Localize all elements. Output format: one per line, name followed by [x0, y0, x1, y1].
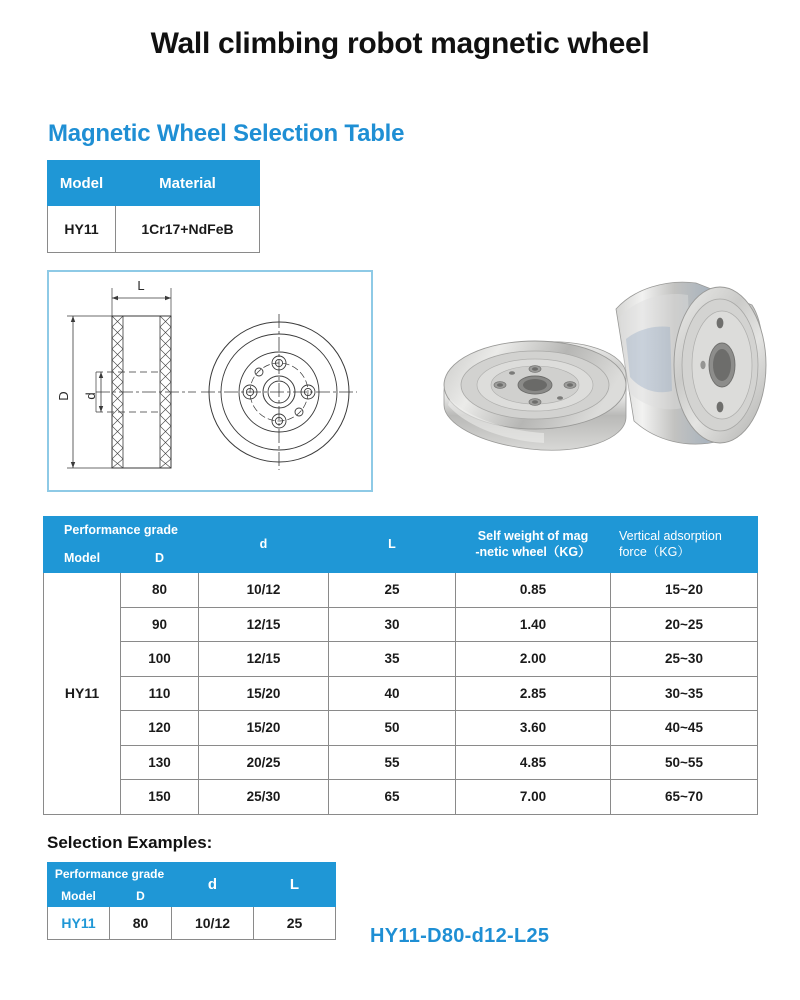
wheel-left — [444, 341, 626, 450]
cell-d-outer: 110 — [121, 676, 199, 711]
cell-weight: 1.40 — [456, 607, 611, 642]
cell-d-inner: 25/30 — [199, 780, 329, 815]
header-l: L — [254, 863, 336, 907]
cell-l: 40 — [329, 676, 456, 711]
cell-weight: 2.85 — [456, 676, 611, 711]
table-row — [48, 206, 260, 253]
cell-model: HY11 — [48, 206, 116, 253]
specification-table — [43, 516, 758, 815]
cell-d-inner: 10/12 — [172, 907, 254, 940]
header-self-weight-line1: Self weight of mag — [477, 528, 589, 543]
magnetic-wheels-image — [420, 265, 780, 495]
cell-d-inner: 15/20 — [199, 711, 329, 746]
cell-weight: 4.85 — [456, 745, 611, 780]
cell-l: 25 — [329, 573, 456, 608]
cell-force: 25~30 — [611, 642, 758, 677]
header-vertical-force-line2: force（KG） — [619, 544, 690, 559]
table-row — [44, 607, 758, 642]
table-header-row-group — [44, 517, 758, 545]
cell-d-outer: 80 — [121, 573, 199, 608]
header-vertical-force-line1: Vertical adsorption — [619, 528, 722, 543]
cell-weight: 3.60 — [456, 711, 611, 746]
table-header-row-group — [48, 863, 336, 885]
cell-d-outer: 130 — [121, 745, 199, 780]
cell-d-outer: 100 — [121, 642, 199, 677]
header-model: Model — [48, 885, 110, 907]
cell-force: 40~45 — [611, 711, 758, 746]
cell-force: 15~20 — [611, 573, 758, 608]
cell-d-outer: 120 — [121, 711, 199, 746]
cell-weight: 2.00 — [456, 642, 611, 677]
product-photo — [420, 265, 780, 495]
cell-weight: 0.85 — [456, 573, 611, 608]
header-d-inner: d — [172, 863, 254, 907]
header-d-inner: d — [199, 517, 329, 573]
cell-model: HY11 — [44, 573, 121, 815]
cell-material: 1Cr17+NdFeB — [116, 206, 260, 253]
table-row — [48, 907, 336, 940]
cell-l: 65 — [329, 780, 456, 815]
table-row — [44, 573, 758, 608]
header-d-outer: D — [121, 545, 199, 573]
header-d-outer: D — [110, 885, 172, 907]
header-performance-grade: Performance grade — [44, 517, 199, 545]
table-row — [44, 642, 758, 677]
specification-table-body — [44, 573, 758, 815]
header-model: Model — [44, 545, 121, 573]
selection-examples-heading: Selection Examples: — [47, 833, 213, 852]
cell-d-outer: 150 — [121, 780, 199, 815]
table-row — [44, 780, 758, 815]
cell-force: 65~70 — [611, 780, 758, 815]
header-vertical-force — [611, 517, 758, 573]
drawing-label-D: D — [56, 391, 71, 401]
header-model: Model — [48, 161, 116, 206]
section-heading-selection-table: Magnetic Wheel Selection Table — [48, 120, 405, 147]
cell-l: 25 — [254, 907, 336, 940]
table-row — [44, 745, 758, 780]
cell-d-inner: 20/25 — [199, 745, 329, 780]
header-self-weight-line2: -netic wheel（KG） — [475, 544, 591, 559]
cell-d-outer: 90 — [121, 607, 199, 642]
cell-force: 20~25 — [611, 607, 758, 642]
header-self-weight — [456, 517, 611, 573]
drawing-label-L: L — [137, 278, 145, 293]
cell-d-inner: 12/15 — [199, 642, 329, 677]
cell-weight: 7.00 — [456, 780, 611, 815]
cell-force: 30~35 — [611, 676, 758, 711]
material-table — [47, 160, 260, 253]
cell-d-inner: 12/15 — [199, 607, 329, 642]
technical-drawing — [49, 272, 371, 490]
drawing-label-d: d — [83, 392, 98, 400]
cell-l: 55 — [329, 745, 456, 780]
table-row — [44, 676, 758, 711]
table-row — [44, 711, 758, 746]
table-header-row — [48, 161, 260, 206]
technical-drawing-panel — [47, 270, 373, 492]
cell-l: 35 — [329, 642, 456, 677]
header-l: L — [329, 517, 456, 573]
cell-model: HY11 — [48, 907, 110, 940]
cell-l: 50 — [329, 711, 456, 746]
cell-d-inner: 10/12 — [199, 573, 329, 608]
header-performance-grade: Performance grade — [48, 863, 172, 885]
cell-force: 50~55 — [611, 745, 758, 780]
header-material: Material — [116, 161, 260, 206]
wheel-right — [616, 282, 766, 444]
cell-d-inner: 15/20 — [199, 676, 329, 711]
cell-l: 30 — [329, 607, 456, 642]
selection-example-code: HY11-D80-d12-L25 — [370, 925, 550, 947]
selection-example-table — [47, 862, 336, 940]
cell-d-outer: 80 — [110, 907, 172, 940]
page-title: Wall climbing robot magnetic wheel — [150, 27, 650, 60]
